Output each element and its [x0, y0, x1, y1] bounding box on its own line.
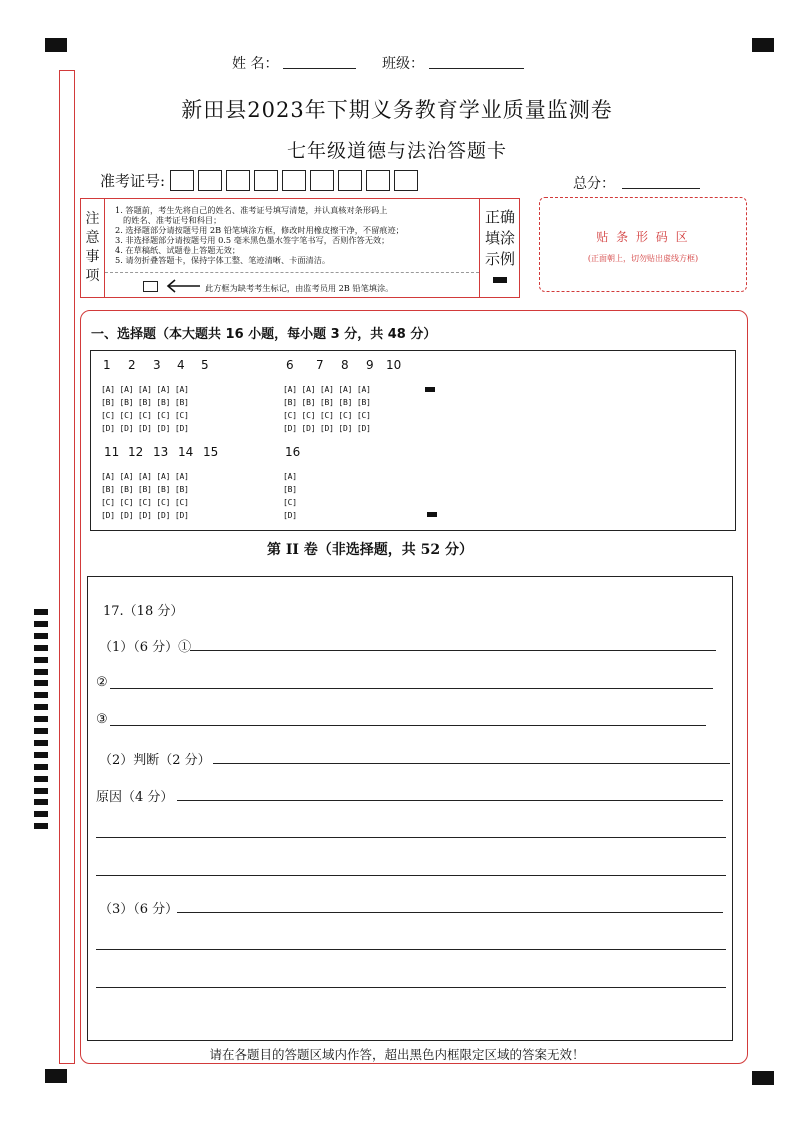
- notice-items: [115, 205, 475, 265]
- timing-mark: [34, 692, 48, 698]
- total-score-label: 总分：: [573, 176, 615, 192]
- q17-3-label: （3）（6 分）: [99, 902, 179, 917]
- exam-id-box[interactable]: [282, 170, 306, 191]
- timing-mark: [34, 645, 48, 651]
- exam-id-box[interactable]: [394, 170, 418, 191]
- question-number: 11: [104, 445, 120, 459]
- options-q1-5[interactable]: [A] [A] [A] [A] [A] [B] [B] [B] [B] [B] [C] [C] [C] [C] [C] [D] [D] [D] [D] [D]: [101, 385, 189, 433]
- timing-mark: [34, 633, 48, 639]
- timing-mark: [34, 811, 48, 817]
- absent-box[interactable]: [143, 281, 158, 292]
- timing-mark: [34, 609, 48, 615]
- notice-item: 1. 答题前，考生先将自己的姓名、准考证号填写清楚，并认真核对条形码上: [115, 205, 388, 215]
- timing-mark: [34, 621, 48, 627]
- answer-line[interactable]: [96, 949, 726, 950]
- corner-mark-top-right: [752, 38, 774, 52]
- timing-mark: [34, 752, 48, 758]
- exam-id-box[interactable]: [310, 170, 334, 191]
- answer-line[interactable]: [96, 837, 726, 838]
- barcode-hint: (正面朝上，切勿贴出虚线方框): [587, 254, 699, 263]
- reason-label: 原因（4 分）: [96, 790, 174, 805]
- timing-mark: [34, 799, 48, 805]
- timing-mark: [34, 716, 48, 722]
- notice-title: 注 意 事 项: [81, 199, 105, 297]
- exam-id-box[interactable]: [226, 170, 250, 191]
- notice-box: [80, 198, 520, 298]
- question-number: 14: [178, 445, 194, 459]
- notice-item: 5. 请勿折叠答题卡，保持字体工整、笔迹清晰、卡面清洁。: [115, 255, 331, 265]
- exam-id-label: 准考证号:: [100, 172, 166, 190]
- notice-item: 3. 非选择题部分请按题号用 0.5 毫米黑色墨水签字笔书写，否则作答无效；: [115, 235, 390, 245]
- question-number: 12: [128, 445, 144, 459]
- question-number: 7: [316, 358, 324, 372]
- exam-id-box[interactable]: [338, 170, 362, 191]
- exam-id-box[interactable]: [366, 170, 390, 191]
- timing-mark: [34, 657, 48, 663]
- question-number: 13: [153, 445, 169, 459]
- question-number: 8: [341, 358, 349, 372]
- total-score-line[interactable]: [622, 188, 700, 189]
- answer-line[interactable]: [96, 875, 726, 876]
- barcode-area: [539, 197, 747, 292]
- class-input-line[interactable]: [429, 68, 524, 69]
- notice-item: 4. 在草稿纸、试题卷上答题无效；: [115, 245, 241, 255]
- absent-note: 此方框为缺考考生标记，由监考员用 2B 铅笔填涂。: [205, 283, 394, 293]
- exam-id-box[interactable]: [254, 170, 278, 191]
- answer-line[interactable]: [213, 763, 730, 764]
- exam-id-box[interactable]: [198, 170, 222, 191]
- question-number: 15: [203, 445, 219, 459]
- answer-line[interactable]: [110, 688, 713, 689]
- timing-mark: [34, 680, 48, 686]
- notice-item: 的姓名、准考证号和科目；: [123, 215, 222, 225]
- example-cell: 正确 填涂 示例: [479, 199, 519, 297]
- row-mark: [427, 512, 437, 517]
- timing-mark: [34, 728, 48, 734]
- circle-3-label: ③: [96, 712, 108, 727]
- q17-1-label: （1）（6 分）①: [99, 640, 192, 655]
- footer-warning: 请在各题目的答题区域内作答，超出黑色内框限定区域的答案无效！: [209, 1047, 585, 1062]
- timing-mark: [34, 776, 48, 782]
- timing-mark: [34, 704, 48, 710]
- timing-mark: [34, 669, 48, 675]
- question-number: 2: [128, 358, 136, 372]
- circle-2-label: ②: [96, 675, 108, 690]
- barcode-title: 贴 条 形 码 区: [596, 230, 690, 244]
- filled-example-mark: [493, 277, 507, 283]
- question-number: 6: [286, 358, 294, 372]
- class-label: 班级：: [382, 56, 424, 72]
- name-field: [232, 53, 278, 73]
- answer-line[interactable]: [96, 987, 726, 988]
- name-input-line[interactable]: [283, 68, 356, 69]
- row-mark: [425, 387, 435, 392]
- name-label: 姓 名：: [232, 56, 279, 72]
- answer-line[interactable]: [110, 725, 706, 726]
- options-q11-15[interactable]: [A] [A] [A] [A] [A] [B] [B] [B] [B] [B] [C] [C] [C] [C] [C] [D] [D] [D] [D] [D]: [101, 472, 189, 520]
- corner-mark-bottom-right: [752, 1071, 774, 1085]
- exam-id-row: [100, 170, 422, 194]
- notice-item: 2. 选择题部分请按题号用 2B 铅笔填涂方框，修改时用橡皮擦干净，不留痕迹；: [115, 225, 404, 235]
- question-number: 4: [177, 358, 185, 372]
- timing-marks: [34, 609, 48, 834]
- timing-mark: [34, 823, 48, 829]
- page-title: 新田县2023年下期义务教育学业质量监测卷: [181, 98, 613, 122]
- answer-line[interactable]: [177, 912, 723, 913]
- corner-mark-bottom-left: [45, 1069, 67, 1083]
- question-number: 1: [103, 358, 111, 372]
- section2-title: 第 II 卷（非选择题，共 52 分）: [266, 542, 474, 558]
- question-number: 10: [386, 358, 402, 372]
- timing-mark: [34, 740, 48, 746]
- options-q6-10[interactable]: [A] [A] [A] [A] [A] [B] [B] [B] [B] [B] [C] [C] [C] [C] [C] [D] [D] [D] [D] [D]: [283, 385, 371, 433]
- class-field: [382, 53, 424, 73]
- q17-title: 17.（18 分）: [103, 604, 184, 619]
- answer-line[interactable]: [177, 800, 723, 801]
- answer-line[interactable]: [190, 650, 716, 651]
- binding-strip: [59, 70, 75, 1064]
- page-subtitle: 七年级道德与法治答题卡: [286, 140, 507, 162]
- question-number: 9: [366, 358, 374, 372]
- timing-mark: [34, 764, 48, 770]
- section1-title: 一、选择题（本大题共 16 小题，每小题 3 分，共 48 分）: [91, 327, 437, 342]
- notice-divider: [105, 272, 479, 273]
- left-arrow-icon: [165, 279, 201, 293]
- question-number: 16: [285, 445, 301, 459]
- timing-mark: [34, 788, 48, 794]
- question-number: 5: [201, 358, 209, 372]
- options-q16[interactable]: [A] [B] [C] [D]: [283, 472, 297, 520]
- q17-2-label: （2）判断（2 分）: [99, 753, 211, 768]
- corner-mark-top-left: [45, 38, 67, 52]
- exam-id-box[interactable]: [170, 170, 194, 191]
- question-number: 3: [153, 358, 161, 372]
